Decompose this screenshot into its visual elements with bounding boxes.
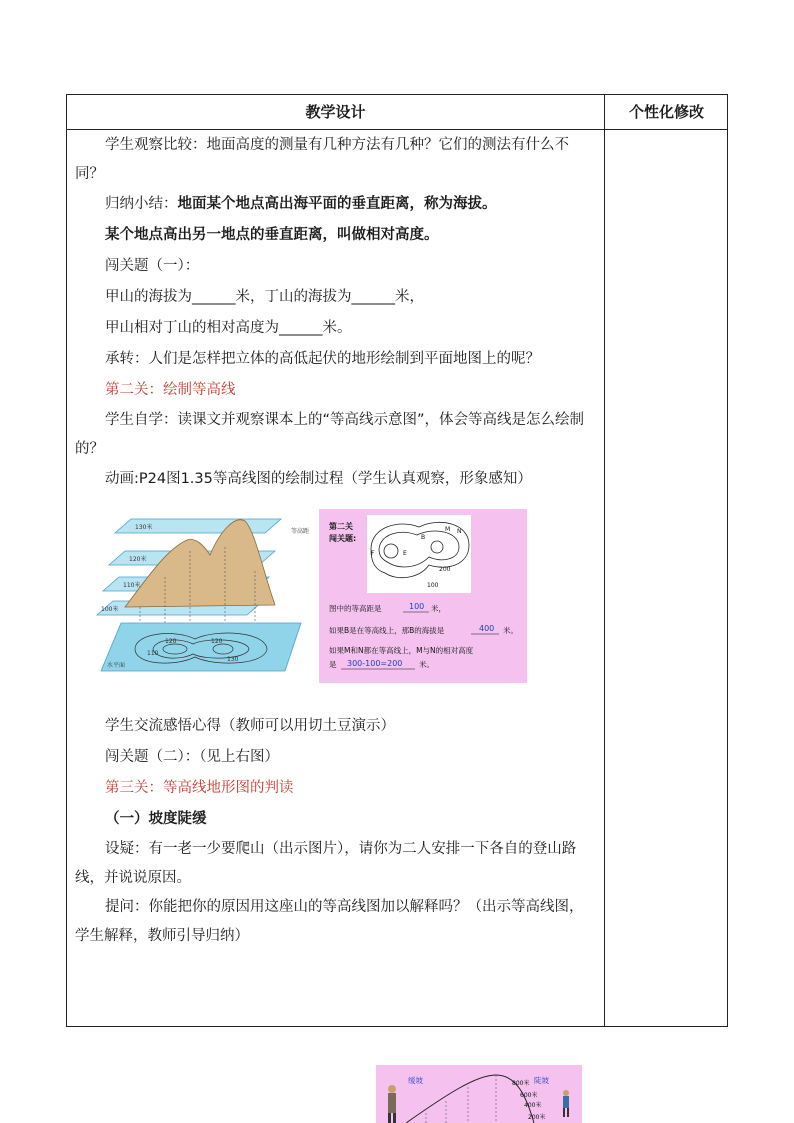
contour-label-200: 200 bbox=[439, 566, 451, 573]
point-f: F bbox=[371, 550, 375, 557]
q1-prefix: 图中的等高距是 bbox=[329, 604, 382, 613]
header-personal-edit: 个性化修改 bbox=[628, 103, 704, 121]
height-600: 600米 bbox=[520, 1092, 538, 1099]
height-400: 400米 bbox=[524, 1102, 542, 1109]
point-m: M bbox=[445, 526, 451, 533]
paragraph-animation: 动画:P24图1.35等高线图的绘制过程（学生认真观察，形象感知） bbox=[105, 471, 532, 487]
header-divider bbox=[67, 129, 727, 130]
map-label-120b: 120 bbox=[211, 638, 223, 645]
plane-label-130: 130米 bbox=[135, 524, 153, 531]
steep-slope-label: 陡坡 bbox=[534, 1076, 549, 1085]
old-person-icon bbox=[388, 1085, 396, 1123]
paragraph-observe: 学生观察比较：地面高度的测量有几种方法有几种？它们的测法有什么不同？ bbox=[75, 137, 569, 182]
base-plane-label: 水平面 bbox=[107, 662, 126, 669]
slope-figure bbox=[376, 1065, 582, 1123]
paragraph-challenge-1: 闯关题（一）： bbox=[105, 258, 200, 274]
gentle-slope-label: 缓坡 bbox=[408, 1076, 423, 1085]
figure-row bbox=[75, 501, 597, 711]
paragraph-summary bbox=[75, 189, 597, 220]
point-b: B bbox=[421, 534, 426, 541]
paragraph-climb-question: 设疑：有一老一少要爬山（出示图片），请你为二人安排一下各自的登山路线，并说说原因。 bbox=[75, 841, 577, 886]
height-800: 800米 bbox=[512, 1080, 530, 1087]
map-label-130: 130 bbox=[227, 656, 239, 663]
column-divider bbox=[604, 95, 605, 1026]
q2-answer: 400 bbox=[479, 624, 495, 633]
heading-level-2: 第二关：绘制等高线 bbox=[105, 382, 236, 398]
map-label-120a: 120 bbox=[165, 638, 177, 645]
lesson-table bbox=[66, 94, 728, 1027]
header-teaching-design: 教学设计 bbox=[305, 103, 366, 121]
height-200: 200米 bbox=[528, 1114, 546, 1121]
paragraph-self-study: 学生自学：读课文并观察课本上的“等高线示意图”，体会等高线是怎么绘制的？ bbox=[75, 412, 585, 457]
q2-prefix: 如果B是在等高线上，那B的海拔是 bbox=[329, 626, 445, 635]
q1-answer: 100 bbox=[409, 602, 425, 611]
heading-slope: （一）坡度陡缓 bbox=[105, 811, 207, 827]
point-e: E bbox=[403, 550, 407, 557]
contour-label-100: 100 bbox=[427, 582, 439, 589]
paragraph-relative-height: 某个地点高出另一地点的垂直距离，叫做相对高度。 bbox=[105, 227, 439, 243]
summary-definition: 地面某个地点高出海平面的垂直距离，称为海拔。 bbox=[177, 196, 497, 212]
plane-label-100: 100米 bbox=[101, 606, 119, 613]
q3-suffix: 米。 bbox=[419, 660, 434, 669]
q2-suffix: 米。 bbox=[503, 626, 518, 635]
interval-label: 等高距 bbox=[291, 528, 310, 535]
q1-suffix: 米， bbox=[431, 604, 446, 613]
paragraph-question-relative: 甲山相对丁山的相对高度为______米。 bbox=[105, 320, 352, 336]
paragraph-challenge-2: 闯关题（二）：（见上右图） bbox=[105, 749, 279, 765]
point-n: N bbox=[457, 528, 462, 535]
q3-prefix: 是 bbox=[329, 660, 337, 669]
paragraph-explain-question: 提问：你能把你的原因用这座山的等高线图加以解释吗？（出示等高线图，学生解释，教师引导归纳） bbox=[75, 899, 584, 944]
quiz-title-line2: 闯关题: bbox=[329, 534, 357, 543]
horizontal-base-plane bbox=[101, 623, 301, 671]
young-person-icon bbox=[563, 1090, 569, 1117]
height-lines bbox=[426, 1075, 496, 1123]
lesson-content bbox=[75, 131, 597, 951]
q3-answer: 300-100=200 bbox=[347, 659, 403, 668]
q3-line1: 如果M和N都在等高线上，M与N的相对高度 bbox=[329, 646, 474, 655]
paragraph-question-elevation: 甲山的海拔为______米，丁山的海拔为______米， bbox=[105, 289, 424, 305]
contour-process-figure bbox=[95, 511, 315, 681]
map-label-110: 110 bbox=[147, 650, 159, 657]
quiz-title-line1: 第二关 bbox=[329, 522, 353, 531]
paragraph-share: 学生交流感悟心得（教师可以用切土豆演示） bbox=[105, 718, 395, 734]
quiz-contour-figure bbox=[319, 509, 527, 683]
paragraph-transition: 承转：人们是怎样把立体的高低起伏的地形绘制到平面地图上的呢？ bbox=[105, 351, 540, 367]
heading-level-3: 第三关：等高线地形图的判读 bbox=[105, 780, 294, 796]
summary-prefix: 归纳小结： bbox=[105, 196, 178, 212]
plane-label-120: 120米 bbox=[129, 556, 147, 563]
plane-label-110: 110米 bbox=[123, 582, 141, 589]
